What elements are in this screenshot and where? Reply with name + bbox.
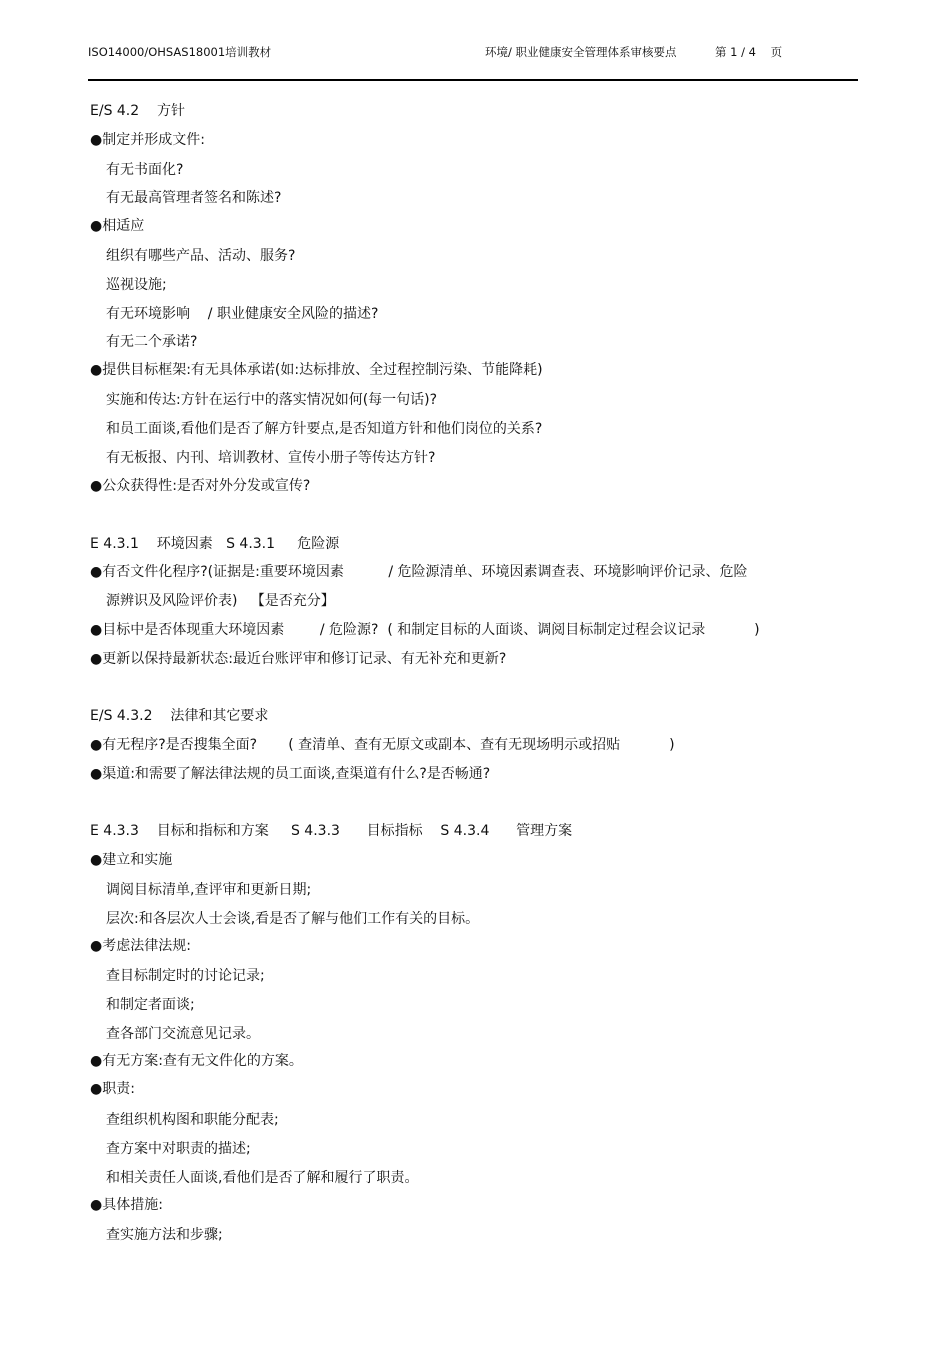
text-line: 层次:和各层次人士会谈,看是否了解与他们工作有关的目标。 <box>106 911 480 927</box>
bullet-item: ●目标中是否体现重大环境因素 / 危险源? ( 和制定目标的人面谈、调阅目标制定过程会议记录 ) <box>90 622 760 638</box>
text-line: 和相关责任人面谈,看他们是否了解和履行了职责。 <box>106 1170 419 1186</box>
bullet-item: ●公众获得性:是否对外分发或宣传? <box>90 478 311 494</box>
bullet-item: ●具体措施: <box>90 1197 163 1213</box>
bullet-item: ●职责: <box>90 1081 135 1097</box>
section-heading: E 4.3.1 环境因素 S 4.3.1 危险源 <box>90 536 340 552</box>
bullet-item: ●有否文件化程序?(证据是:重要环境因素 / 危险源清单、环境因素调查表、环境影响评价记录、危险 <box>90 564 748 580</box>
text-line: 有无板报、内刊、培训教材、宣传小册子等传达方针? <box>106 450 436 466</box>
bullet-item: ●相适应 <box>90 218 145 234</box>
text-line: 巡视设施; <box>106 277 167 293</box>
text-line: 和制定者面谈; <box>106 997 195 1013</box>
bullet-item: ●提供目标框架:有无具体承诺(如:达标排放、全过程控制污染、节能降耗) <box>90 362 543 378</box>
text-line: 有无环境影响 / 职业健康安全风险的描述? <box>106 306 379 322</box>
text-line: 源辨识及风险评价表) 【是否充分】 <box>106 593 335 609</box>
bullet-item: ●考虑法律法规: <box>90 938 191 954</box>
text-line: 查实施方法和步骤; <box>106 1227 223 1243</box>
bullet-item: ●建立和实施 <box>90 852 173 868</box>
text-line: 查组织机构图和职能分配表; <box>106 1112 279 1128</box>
section-heading: E 4.3.3 目标和指标和方案 S 4.3.3 目标指标 S 4.3.4 管理方案 <box>90 823 573 839</box>
text-line: 有无书面化? <box>106 162 184 178</box>
header-rule <box>88 79 858 81</box>
header-left: ISO14000/OHSAS18001培训教材 <box>88 45 272 59</box>
bullet-item: ●有无方案:查有无文件化的方案。 <box>90 1053 303 1069</box>
text-line: 组织有哪些产品、活动、服务? <box>106 248 296 264</box>
section-heading: E/S 4.2 方针 <box>90 103 185 119</box>
header-title: 环境/ 职业健康安全管理体系审核要点 <box>485 45 677 59</box>
text-line: 调阅目标清单,查评审和更新日期; <box>106 882 312 898</box>
bullet-item: ●更新以保持最新状态:最近台账评审和修订记录、有无补充和更新? <box>90 651 507 667</box>
text-line: 有无最高管理者签名和陈述? <box>106 190 282 206</box>
page-number: 第 1 / 4 页 <box>715 45 783 59</box>
text-line: 有无二个承诺? <box>106 334 198 350</box>
text-line: 和员工面谈,看他们是否了解方针要点,是否知道方针和他们岗位的关系? <box>106 421 543 437</box>
bullet-item: ●有无程序?是否搜集全面? ( 查清单、查有无原文或副本、查有无现场明示或招贴 ) <box>90 737 675 753</box>
bullet-item: ●制定并形成文件: <box>90 132 205 148</box>
text-line: 查目标制定时的讨论记录; <box>106 968 265 984</box>
bullet-item: ●渠道:和需要了解法律法规的员工面谈,查渠道有什么?是否畅通? <box>90 766 491 782</box>
text-line: 查方案中对职责的描述; <box>106 1141 251 1157</box>
section-heading: E/S 4.3.2 法律和其它要求 <box>90 708 269 724</box>
text-line: 实施和传达:方针在运行中的落实情况如何(每一句话)? <box>106 392 438 408</box>
text-line: 查各部门交流意见记录。 <box>106 1026 260 1042</box>
